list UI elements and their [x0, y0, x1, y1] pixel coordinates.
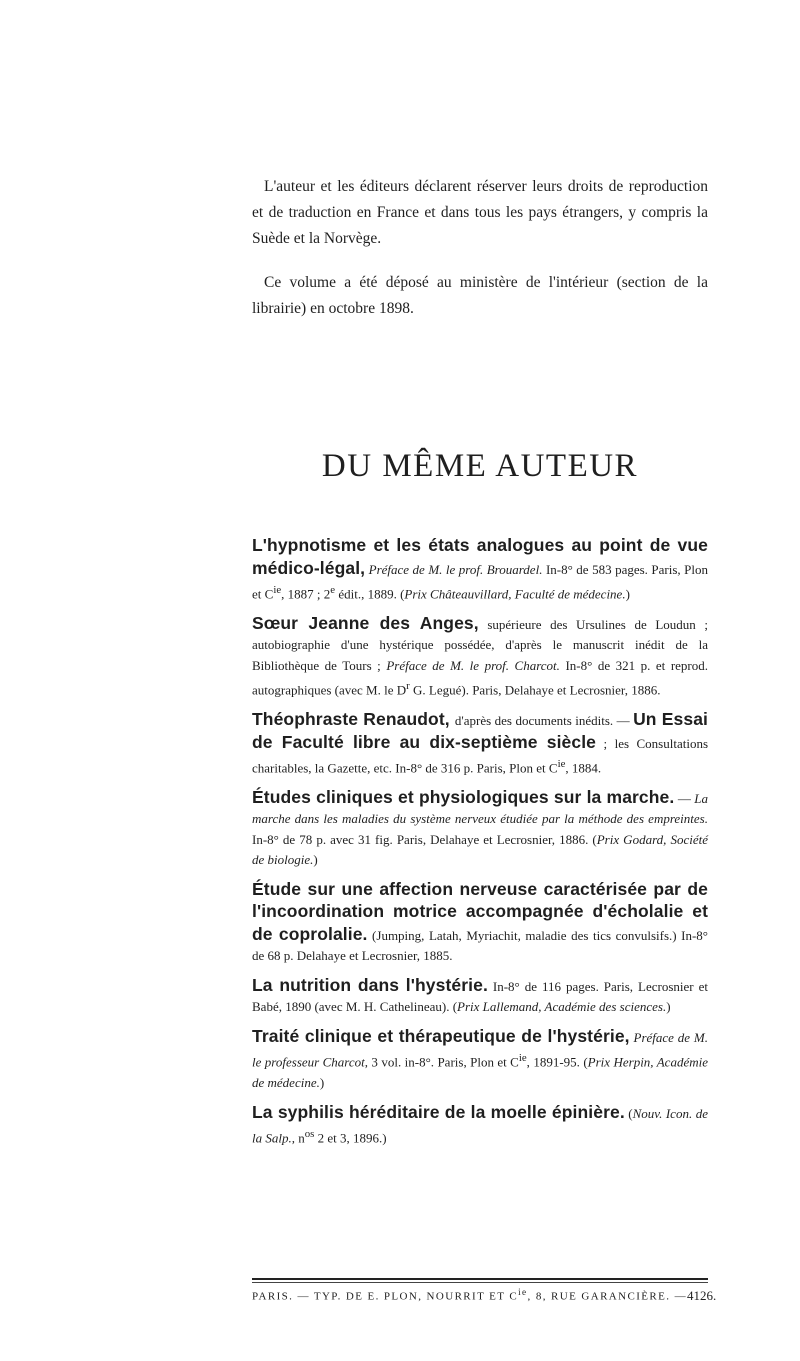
superscript: e: [330, 584, 336, 596]
section-heading: DU MÊME AUTEUR: [321, 448, 639, 484]
work-prize: Prix Lallemand, Académie des sciences.: [457, 999, 667, 1015]
work-entry-incoordination: [252, 879, 708, 967]
work-title: Sœur Jeanne des Anges,: [252, 612, 479, 633]
work-details: , 1887 ; 2: [281, 586, 331, 602]
work-details: In-8° de 321 p. et reprod. autographiques (avec M. le D: [252, 657, 708, 698]
work-title: Études cliniques et physiologiques sur la marche.: [252, 786, 675, 807]
work-preface: Préface de M. le professeur Charcot,: [252, 1029, 709, 1070]
imprint-printer: PARIS. — TYP. DE E. PLON, NOURRIT ET C: [252, 1290, 519, 1303]
work-title: La syphilis héréditaire de la moelle épinière.: [252, 1101, 625, 1122]
work-details: ): [319, 1075, 325, 1091]
deposit-paragraph: Ce volume a été déposé au ministère de l'intérieur (section de la librairie) en octobre 1898.: [252, 274, 708, 317]
work-entry-renaudot: [252, 709, 708, 779]
work-details: In-8° de 583 pages. Paris, Plon et C: [252, 561, 708, 602]
work-source: Nouv. Icon. de la Salp.,: [252, 1105, 708, 1146]
work-details: G. Legué). Paris, Delahaye et Lecrosnier, 1886.: [409, 682, 661, 698]
copyright-notice: [252, 174, 708, 322]
work-preface: Préface de M. le prof. Brouardel.: [368, 561, 543, 577]
superscript: ie: [273, 584, 282, 596]
work-title: La nutrition dans l'hystérie.: [252, 974, 488, 995]
work-entry-marche: [252, 787, 708, 871]
superscript: ie: [557, 758, 566, 771]
work-details: 3 vol. in-8°. Paris, Plon et C: [368, 1054, 519, 1070]
work-prize: Prix Châteauvillard, Faculté de médecine.: [404, 586, 626, 602]
work-entry-syphilis: [252, 1102, 708, 1149]
work-details: ): [313, 852, 318, 868]
work-title: L'hypnotisme et les états analogues au point de vue médico-légal,: [252, 535, 708, 578]
work-entry-soeur-jeanne: [252, 613, 708, 701]
imprint-address: , 8, RUE GARANCIÈRE. —: [527, 1290, 687, 1303]
work-details: ): [625, 586, 630, 602]
work-details: d'après des documents inédits. —: [454, 713, 634, 729]
footer-rule-thick: [252, 1278, 708, 1280]
printer-imprint: [252, 1287, 717, 1304]
work-title: Théophraste Renaudot,: [252, 709, 455, 730]
work-details: n: [294, 1130, 305, 1146]
work-entry-nutrition: [252, 975, 708, 1018]
work-details: In-8° de 116 pages. Paris, Lecrosnier et Babé, 1890 (avec M. H. Cathelineau). (: [252, 978, 708, 1015]
footer-rule-thin: [252, 1282, 708, 1283]
superscript: os: [304, 1128, 315, 1141]
work-details: (Jumping, Latah, Myriachit, maladie des tics convulsifs.) In-8° de 68 p. Delahaye et Lecrosnier, 1885.: [252, 927, 708, 964]
work-details: —: [674, 790, 695, 806]
work-details: édit., 1889. (: [335, 586, 405, 602]
imprint-number: 4126.: [686, 1287, 717, 1303]
work-prize: Prix Godard, Société de biologie.: [252, 831, 708, 868]
superscript: ie: [518, 1287, 528, 1297]
work-title: Étude sur une affection nerveuse caractérisée par de l'incoordination motrice accompagnée d'écholalie et de coprolalie.: [252, 878, 708, 944]
work-details: (: [624, 1105, 633, 1121]
work-details: In-8° de 78 p. avec 31 fig. Paris, Delahaye et Lecrosnier, 1886. (: [252, 831, 597, 847]
works-list: [252, 535, 708, 1157]
rights-paragraph: L'auteur et les éditeurs déclarent réserver leurs droits de reproduction et de traduction en France et dans tous les pays étrangers, y compris la Suède et la Norvège.: [252, 178, 708, 247]
work-details: , 1891-95. (: [526, 1054, 588, 1070]
work-details: , 1884.: [565, 760, 602, 776]
work-prize: Prix Herpin, Académie de médecine.: [252, 1054, 708, 1091]
work-details: ): [666, 999, 671, 1015]
work-subtitle: La marche dans les maladies du système nerveux étudiée par la méthode des empreintes.: [252, 790, 709, 827]
work-entry-hypnotisme: [252, 535, 708, 605]
work-details: supérieure des Ursulines de Loudun ; autobiographie d'une hystérique possédée, d'après le manuscrit inédit de la Bibliothèque de Tours ;: [252, 616, 708, 673]
imprint-text: [252, 1287, 687, 1303]
work-preface: Préface de M. le prof. Charcot.: [386, 657, 560, 673]
work-details: ; les Consultations charitables, la Gazette, etc. In-8° de 316 p. Paris, Plon et C: [252, 735, 709, 776]
superscript: ie: [518, 1052, 527, 1065]
superscript: r: [406, 680, 410, 693]
work-title: Traité clinique et thérapeutique de l'hystérie,: [252, 1025, 630, 1046]
work-entry-traite: [252, 1026, 708, 1094]
work-subtitle: Un Essai de Faculté libre au dix-septième siècle: [252, 709, 708, 752]
work-details: 2 et 3, 1896.): [314, 1130, 387, 1146]
